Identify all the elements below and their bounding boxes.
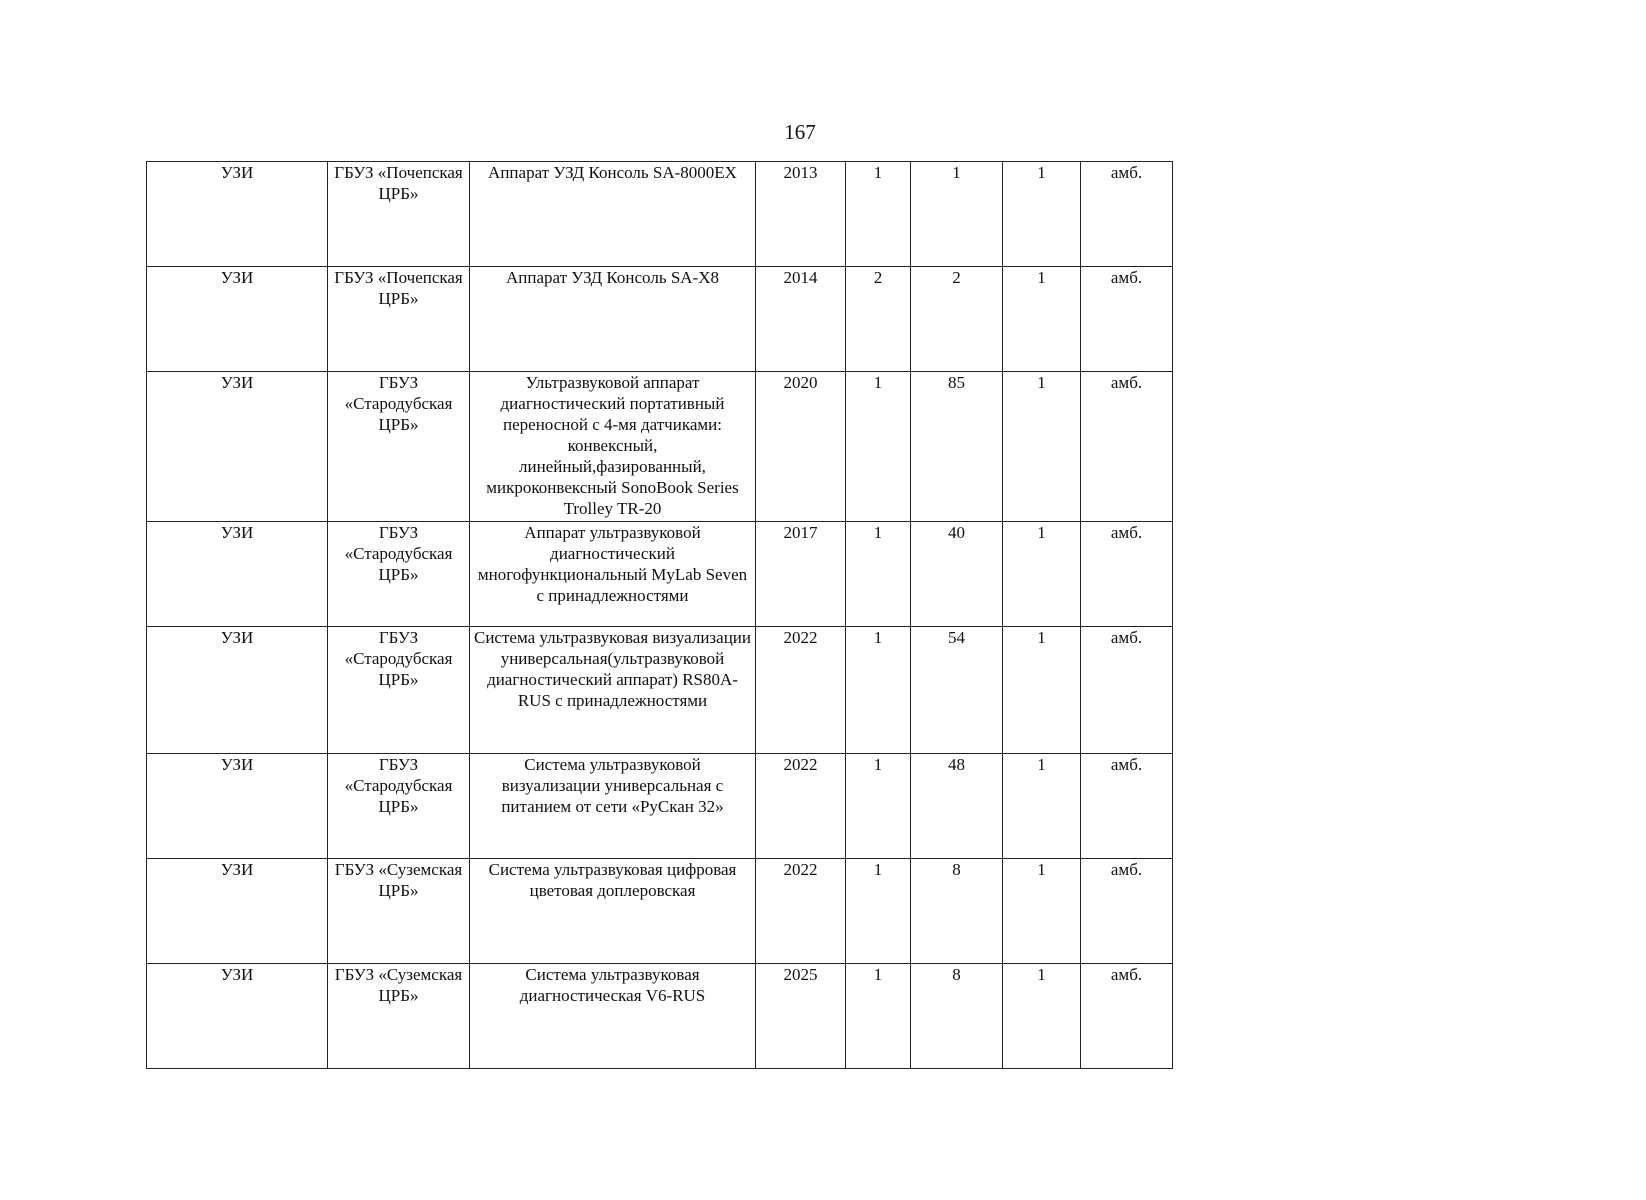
cell-count-1: 1 [846, 964, 911, 1069]
cell-count-3: 1 [1003, 859, 1081, 964]
cell-note: амб. [1081, 859, 1173, 964]
cell-year: 2022 [756, 859, 846, 964]
cell-count-3: 1 [1003, 627, 1081, 754]
cell-device: Система ультразвуковой визуализации универсальная с питанием от сети «РуСкан 32» [470, 754, 756, 859]
table-row [147, 522, 1173, 627]
cell-exam-type: УЗИ [147, 162, 328, 267]
cell-device: Аппарат ультразвуковой диагностический многофункциональный MyLab Seven с принадлежностями [470, 522, 756, 627]
cell-count-1: 1 [846, 522, 911, 627]
cell-exam-type: УЗИ [147, 372, 328, 522]
cell-note: амб. [1081, 372, 1173, 522]
cell-year: 2013 [756, 162, 846, 267]
cell-device: Аппарат УЗД Консоль SA-8000EX [470, 162, 756, 267]
table-row [147, 754, 1173, 859]
cell-count-1: 1 [846, 372, 911, 522]
table-row [147, 859, 1173, 964]
cell-note: амб. [1081, 627, 1173, 754]
cell-device: Система ультразвуковая цифровая цветовая доплеровская [470, 859, 756, 964]
cell-count-1: 1 [846, 162, 911, 267]
cell-organization: ГБУЗ «Почепская ЦРБ» [328, 267, 470, 372]
cell-year: 2025 [756, 964, 846, 1069]
cell-count-2: 40 [911, 522, 1003, 627]
cell-exam-type: УЗИ [147, 964, 328, 1069]
cell-organization: ГБУЗ «Стародубская ЦРБ» [328, 754, 470, 859]
equipment-table [146, 161, 1173, 1069]
cell-year: 2022 [756, 754, 846, 859]
cell-organization: ГБУЗ «Стародубская ЦРБ» [328, 522, 470, 627]
cell-exam-type: УЗИ [147, 627, 328, 754]
table-row [147, 267, 1173, 372]
cell-count-2: 54 [911, 627, 1003, 754]
cell-count-3: 1 [1003, 372, 1081, 522]
cell-organization: ГБУЗ «Стародубская ЦРБ» [328, 372, 470, 522]
cell-device: Система ультразвуковая диагностическая V6-RUS [470, 964, 756, 1069]
table-row [147, 627, 1173, 754]
cell-exam-type: УЗИ [147, 267, 328, 372]
page-number: 167 [784, 120, 816, 144]
cell-count-1: 1 [846, 627, 911, 754]
table-row [147, 372, 1173, 522]
cell-year: 2017 [756, 522, 846, 627]
cell-count-2: 1 [911, 162, 1003, 267]
cell-count-3: 1 [1003, 522, 1081, 627]
cell-device: Система ультразвуковая визуализации универсальная(ультразвуковой диагностический аппарат) RS80A-RUS с принадлежностями [470, 627, 756, 754]
cell-exam-type: УЗИ [147, 522, 328, 627]
cell-year: 2020 [756, 372, 846, 522]
cell-organization: ГБУЗ «Суземская ЦРБ» [328, 964, 470, 1069]
cell-exam-type: УЗИ [147, 754, 328, 859]
cell-year: 2022 [756, 627, 846, 754]
table-row [147, 162, 1173, 267]
cell-count-2: 8 [911, 964, 1003, 1069]
cell-organization: ГБУЗ «Почепская ЦРБ» [328, 162, 470, 267]
cell-note: амб. [1081, 964, 1173, 1069]
table-row [147, 964, 1173, 1069]
cell-count-3: 1 [1003, 964, 1081, 1069]
cell-count-1: 1 [846, 754, 911, 859]
cell-count-3: 1 [1003, 162, 1081, 267]
cell-count-2: 8 [911, 859, 1003, 964]
cell-device: Ультразвуковой аппарат диагностический портативный переносной с 4-мя датчиками: конвексный, линейный,фазированный, микроконвексный SonoBook Series Trolley TR-20 [470, 372, 756, 522]
cell-count-1: 2 [846, 267, 911, 372]
cell-count-2: 48 [911, 754, 1003, 859]
cell-note: амб. [1081, 162, 1173, 267]
cell-count-3: 1 [1003, 754, 1081, 859]
cell-count-2: 2 [911, 267, 1003, 372]
cell-note: амб. [1081, 267, 1173, 372]
cell-count-3: 1 [1003, 267, 1081, 372]
cell-exam-type: УЗИ [147, 859, 328, 964]
cell-count-2: 85 [911, 372, 1003, 522]
cell-organization: ГБУЗ «Суземская ЦРБ» [328, 859, 470, 964]
cell-year: 2014 [756, 267, 846, 372]
cell-count-1: 1 [846, 859, 911, 964]
cell-note: амб. [1081, 754, 1173, 859]
cell-note: амб. [1081, 522, 1173, 627]
cell-organization: ГБУЗ «Стародубская ЦРБ» [328, 627, 470, 754]
cell-device: Аппарат УЗД Консоль SA-X8 [470, 267, 756, 372]
